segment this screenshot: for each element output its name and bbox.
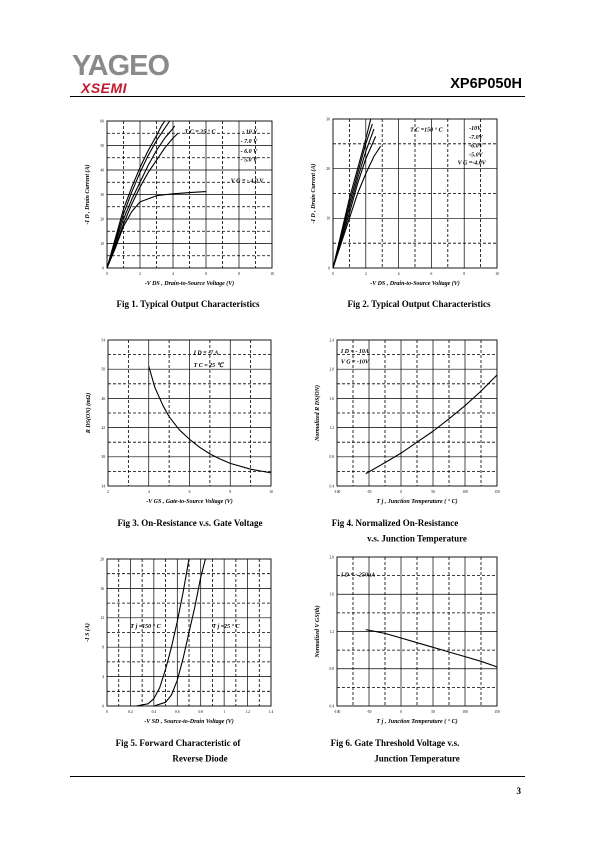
y-tick-label: 30 (100, 192, 104, 197)
chart-annotation: T j =150 ° C (130, 624, 161, 631)
chart-annotation: - 6.0 V (240, 148, 258, 155)
y-tick-label: 10 (100, 241, 104, 246)
y-axis-label: -I S (A) (85, 623, 91, 642)
figure-caption: v.s. Junction Temperature (367, 533, 467, 544)
logo-xsemi-text: XSEMI (81, 80, 128, 96)
x-tick-label: 0.4 (151, 710, 157, 714)
figure-caption: Fig 1. Typical Output Characteristics (116, 299, 260, 309)
x-tick-label: -100 (333, 490, 341, 494)
y-tick-label: 1.2 (329, 629, 334, 634)
figure-caption: Fig 6. Gate Threshold Voltage v.s. (330, 738, 460, 748)
x-tick-label: 1 (223, 710, 226, 714)
chart-annotation: -6.0V (469, 143, 483, 150)
y-tick-label: 0.8 (329, 455, 334, 460)
y-tick-label: 0.4 (329, 484, 334, 489)
chart-6 (314, 555, 500, 763)
chart-1 (84, 119, 274, 309)
y-tick-label: 50 (100, 143, 104, 148)
logo-yageo-text: YAGEO (72, 50, 170, 82)
x-tick-label: 6 (430, 272, 433, 276)
y-tick-label: 1.6 (329, 592, 334, 597)
series-curve (333, 146, 381, 268)
y-tick-label: 0 (102, 266, 104, 271)
x-axis-label: -V SD , Source-to-Drain Voltage (V) (144, 719, 234, 725)
y-tick-label: 34 (101, 484, 105, 489)
x-tick-label: -50 (366, 490, 372, 494)
x-tick-label: 0 (400, 490, 402, 494)
chart-annotation: V G = - 4.0 V (230, 178, 264, 185)
x-tick-label: 6 (188, 490, 191, 494)
chart-4 (314, 338, 500, 543)
x-axis-label: -V GS , Gate-to-Source Voltage (V) (146, 499, 233, 505)
x-tick-label: 1.2 (245, 710, 250, 714)
x-tick-label: 8 (229, 490, 232, 494)
chart-annotation: I D = - 10A (340, 349, 369, 356)
figure-caption: Fig 4. Normalized On-Resistance (331, 518, 459, 528)
y-tick-label: 0 (328, 266, 330, 271)
y-tick-label: 16 (100, 586, 104, 591)
y-axis-label: -I D , Drain Current (A) (311, 163, 317, 224)
x-tick-label: 0.6 (175, 710, 180, 714)
y-tick-label: 1.6 (329, 396, 334, 401)
y-tick-label: 42 (101, 426, 105, 430)
x-tick-label: 100 (462, 710, 468, 714)
y-tick-label: 20 (100, 217, 104, 222)
y-tick-label: 60 (100, 119, 104, 124)
chart-annotation: - 10 V (242, 129, 258, 136)
x-tick-label: 10 (495, 272, 499, 276)
x-tick-label: 4 (147, 490, 150, 494)
y-tick-label: 30 (326, 117, 330, 122)
y-tick-label: 0 (102, 704, 104, 709)
y-axis-label: Normalized R DS(ON) (315, 384, 321, 442)
y-tick-label: 2.0 (329, 367, 334, 372)
series-curve (107, 126, 175, 268)
x-tick-label: 4 (397, 272, 400, 276)
page-number: 3 (516, 786, 521, 796)
x-tick-label: 0 (106, 272, 108, 276)
x-tick-label: 2 (107, 490, 109, 494)
y-tick-label: 10 (326, 216, 330, 221)
x-tick-label: -100 (333, 710, 341, 714)
y-tick-label: 12 (100, 616, 104, 621)
y-tick-label: 0.8 (329, 667, 334, 672)
x-tick-label: 2 (139, 272, 141, 276)
x-tick-label: 6 (205, 272, 207, 276)
chart-annotation: - 5.0 V (240, 157, 258, 164)
chart-2 (310, 117, 499, 309)
y-tick-label: 8 (102, 645, 104, 650)
x-tick-label: 0.8 (198, 710, 203, 714)
x-tick-label: 150 (494, 710, 500, 714)
chart-annotation: T C =150 ° C (410, 127, 443, 134)
y-tick-label: 2.4 (329, 338, 334, 343)
x-tick-label: 8 (463, 272, 466, 276)
x-tick-label: 0.2 (128, 710, 133, 714)
y-tick-label: 20 (100, 557, 104, 562)
chart-5 (84, 557, 273, 763)
x-tick-label: 2 (364, 272, 367, 276)
figure-caption: Fig 2. Typical Output Characteristics (347, 299, 491, 309)
chart-annotation: -5.0V (469, 152, 483, 159)
y-tick-label: 4 (102, 675, 104, 679)
x-tick-label: 0 (332, 272, 334, 276)
chart-annotation: V G =-4.0V (457, 160, 486, 167)
x-axis-label: T j , Junction Temperature ( ° C) (376, 499, 458, 505)
figure-caption: Fig 5. Forward Characteristic of (115, 738, 241, 748)
chart-annotation: T C = 25 ° C (184, 129, 216, 136)
figure-caption: Reverse Diode (172, 753, 228, 764)
chart-annotation: - 7.0 V (240, 139, 258, 146)
x-tick-label: 4 (172, 272, 174, 276)
series-curve (366, 630, 497, 667)
x-axis-label: T j , Junction Temperature ( ° C) (376, 719, 458, 725)
x-tick-label: 10 (270, 272, 274, 276)
y-axis-label: -I D , Drain Current (A) (85, 164, 91, 225)
x-axis-label: -V DS , Drain-to-Source Voltage (V) (370, 281, 460, 287)
y-tick-label: 46 (101, 396, 105, 401)
x-tick-label: 100 (462, 490, 468, 494)
y-tick-label: 50 (101, 367, 105, 372)
x-axis-label: -V DS , Drain-to-Source Voltage (V) (144, 281, 235, 287)
y-tick-label: 54 (101, 338, 105, 343)
y-axis-label: R DS(ON) (mΩ) (86, 392, 92, 434)
chart-annotation: V G = -10V (340, 359, 369, 366)
y-tick-label: 20 (326, 167, 330, 172)
chart-annotation: -7.0V (469, 134, 483, 141)
y-tick-label: 1.2 (329, 426, 334, 430)
x-tick-label: 0 (106, 710, 108, 714)
x-tick-label: 50 (431, 710, 435, 714)
figure-caption: Fig 3. On-Resistance v.s. Gate Voltage (117, 518, 263, 528)
x-tick-label: 150 (494, 490, 500, 494)
chart-3 (85, 338, 273, 528)
x-tick-label: 0 (400, 710, 402, 714)
figure-caption: Junction Temperature (374, 753, 460, 764)
chart-annotation: -10V (469, 125, 482, 132)
x-tick-label: 8 (238, 272, 240, 276)
chart-annotation: T C = 25 ℃ (193, 363, 224, 370)
x-tick-label: 10 (269, 490, 273, 494)
chart-annotation: T j =25 ° C (212, 624, 240, 631)
chart-annotation: I D = - 250uA (340, 572, 376, 579)
part-number: XP6P050H (450, 76, 522, 92)
y-tick-label: 0.4 (329, 704, 334, 709)
chart-annotation: I D = -7 A (193, 350, 219, 357)
x-tick-label: -50 (366, 710, 372, 714)
y-axis-label: Normalized V GS(th) (315, 605, 321, 658)
series-curve (366, 375, 497, 474)
y-tick-label: 40 (100, 168, 104, 173)
y-tick-label: 2.0 (329, 555, 334, 560)
x-tick-label: 1.4 (268, 710, 274, 714)
x-tick-label: 50 (431, 490, 435, 494)
y-tick-label: 38 (101, 455, 105, 460)
